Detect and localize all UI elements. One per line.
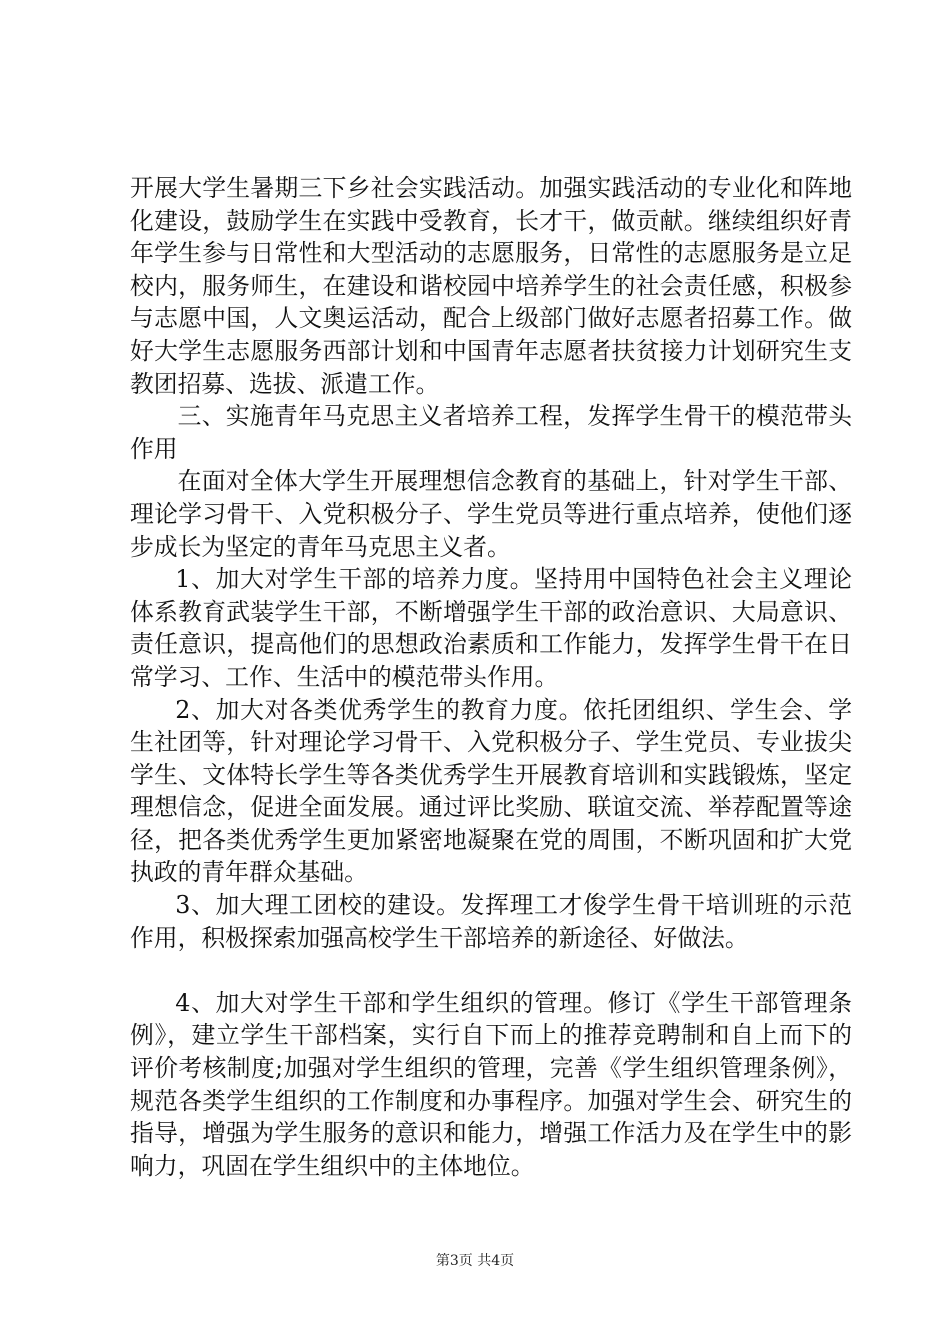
paragraph-practice: 开展大学生暑期三下乡社会实践活动。加强实践活动的专业化和阵地化建设，鼓励学生在实践中受教育，长才干，做贡献。继续组织好青年学生参与日常性和大型活动的志愿服务，日常性的志愿服务是立足校内，服务师生，在建设和谐校园中培养学生的社会责任感，积极参与志愿中国，人文奥运活动，配合上级部门做好志愿者招募工作。做好大学生志愿服务西部计划和中国青年志愿者扶贫接力计划研究生支教团招募、选拔、派遣工作。 — [130, 174, 852, 398]
document-body — [130, 172, 852, 1182]
paragraph-item-2: 2、加大对各类优秀学生的教育力度。依托团组织、学生会、学生社团等，针对理论学习骨干、入党积极分子、学生党员、专业拔尖学生、文体特长学生等各类优秀学生开展教育培训和实践锻炼，坚定理想信念，促进全面发展。通过评比奖励、联谊交流、举荐配置等途径，把各类优秀学生更加紧密地凝聚在党的周围，不断巩固和扩大党执政的青年群众基础。 — [130, 695, 852, 887]
paragraph-item-1: 1、加大对学生干部的培养力度。坚持用中国特色社会主义理论体系教育武装学生干部，不断增强学生干部的政治意识、大局意识、责任意识，提高他们的思想政治素质和工作能力，发挥学生骨干在日常学习、工作、生活中的模范带头作用。 — [130, 565, 852, 691]
page-number-footer: 第3页 共4页 — [435, 1253, 515, 1269]
paragraph-ideals: 在面对全体大学生开展理想信念教育的基础上，针对学生干部、理论学习骨干、入党积极分子、学生党员等进行重点培养，使他们逐步成长为坚定的青年马克思主义者。 — [130, 467, 852, 561]
blank-line — [130, 954, 852, 987]
paragraph-item-3: 3、加大理工团校的建设。发挥理工才俊学生骨干培训班的示范作用，积极探索加强高校学生干部培养的新途径、好做法。 — [130, 891, 852, 952]
paragraph-item-4: 4、加大对学生干部和学生组织的管理。修订《学生干部管理条例》，建立学生干部档案，实行自下而上的推荐竞聘制和自上而下的评价考核制度;加强对学生组织的管理，完善《学生组织管理条例》，规范各类学生组织的工作制度和办事程序。加强对学生会、研究生的指导，增强为学生服务的意识和能力，增强工作活力及在学生中的影响力，巩固在学生组织中的主体地位。 — [130, 988, 852, 1180]
section-heading-3: 三、实施青年马克思主义者培养工程，发挥学生骨干的模范带头作用 — [130, 402, 852, 463]
